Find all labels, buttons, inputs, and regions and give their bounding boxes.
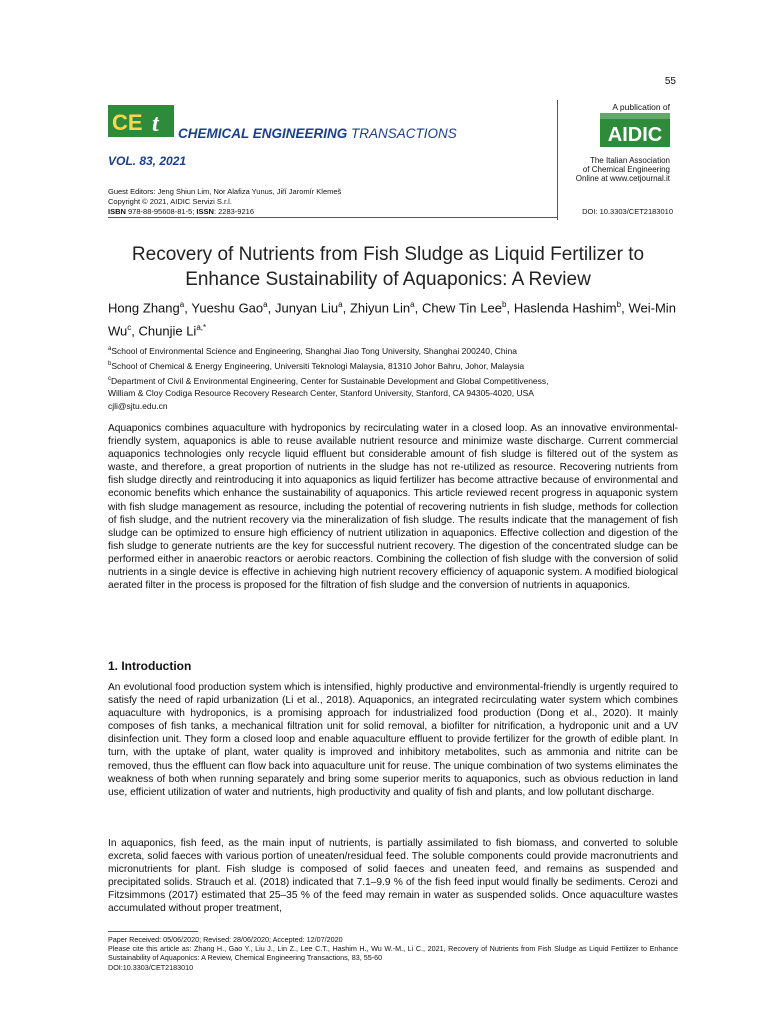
footer-divider xyxy=(108,931,198,932)
cet-logo-t: t xyxy=(152,111,159,137)
issn: 2283-9216 xyxy=(218,207,254,216)
affiliation-line: $^c$Department of Civil & Environmental Engineering, Center for Sustainable Development and Global Competitiveness, xyxy=(108,375,549,386)
editorial-info xyxy=(108,187,341,217)
aidic-caption-line: Online at www.cetjournal.it xyxy=(575,174,670,183)
header-divider-vertical xyxy=(557,100,558,220)
intro-paragraph: An evolutional food production system which is intensified, highly productive and environmental-friendly is urgently required to satisfy the need of rapid urbanization (Li et al., 2018). Aquaponics, an integrated recirculating water system which combines aquaculture with hydroponics, is a promising approach for industrialized food production (Dong et al., 2020). It mainly composes of fish tanks, a mechanical filtration unit for solid removal, a biofilter for nitrification, a hydroponic unit and a UV disinfection unit. They form a closed loop and enable aquaculture effluent to provide fertilizer for the growth of edible plant. In turn, with the uptake of plant, water quality is improved and inhibitory metabolites, such as ammonia and nitrite can be removed, thus the effluent can flow back into aquaculture unit for reuse. The unique combination of two systems eliminates the weakness of both when running separately and bring some superior merits to aquaponics, such as obvious reduction in land use, efficient utilization of water and nutrients, high productivity and quality of fish and plants, and low pollutant discharge. xyxy=(108,682,678,798)
author-affiliation-mark: a xyxy=(338,300,343,309)
author-affiliation-mark: a xyxy=(179,300,185,309)
doi-header: DOI: 10.3303/CET2183010 xyxy=(582,207,673,216)
issn-label: ISSN xyxy=(196,207,214,216)
journal-name-bold: CHEMICAL ENGINEERING xyxy=(178,126,348,141)
affiliation-line: $^b$School of Chemical & Energy Engineering, Universiti Teknologi Malaysia, 81310 Johor Bahru, Johor, Malaysia xyxy=(108,360,525,371)
intro-paragraph: In aquaponics, fish feed, as the main input of nutrients, is partially assimilated to fish biomass, and converted to soluble excreta, solid faeces with various portion of uneaten/residual feed. The soluble components could provide macronutrients and micronutrients for plant. Fish sludge is composed of solid faeces and uneaten feed, and remains as suspended and precipitated solids. Strauch et al. (2018) indicated that 7.1–9.9 % of the fish feed input would finally be sediments. Cerozi and Fitzsimmons (2017) estimated that 25–35 % of the feed may remain in water as suspended solids. Once aquaculture wastes accumulated without proper treatment, xyxy=(108,838,678,915)
article-title-line: Recovery of Nutrients from Fish Sludge as Liquid Fertilizer to xyxy=(131,244,645,265)
author-name: Chunjie Li xyxy=(138,323,197,339)
isbn-label: ISBN xyxy=(108,207,126,216)
article-title-line: Enhance Sustainability of Aquaponics: A Review xyxy=(185,269,591,290)
author-list: Hong Zhang$^a$, Yueshu Gao$^a$, Junyan Liu$^a$, Zhiyun Lin$^a$, Chew Tin Lee$^b$, Haslenda Hashim$^b$, Wei-Min Wu$^c$, Chunjie $Li^{a,*}$ xyxy=(108,300,676,339)
cet-logo-ce: CE xyxy=(112,110,143,135)
author-affiliation-mark: a xyxy=(410,300,415,309)
author-name: Wei-Min Wu xyxy=(108,300,676,339)
citation: Please cite this article as: Zhang H., Gao Y., Liu J., Lin Z., Lee C.T., Hashim H., Wu W.-M., Li C., 2021, Recovery of Nutrients from Fish Sludge as Liquid Fertilizer to Enhance Sustainability of Aquaponics: A Review, Chemical Engineering Transactions, 83, 55-60 xyxy=(108,944,678,963)
received-dates: Paper Received: 05/06/2020; Revised: 28/06/2020; Accepted: 12/07/2020 xyxy=(108,935,343,944)
isbn-issn: ISBN 978-88-95608-81-5; ISSN: 2283-9216 xyxy=(108,207,254,216)
aidic-logo xyxy=(600,113,670,147)
author-name: Yueshu Gao xyxy=(191,300,264,316)
author-affiliation-mark: b xyxy=(501,300,507,309)
author-affiliation-mark: b xyxy=(616,300,622,309)
author-name: Hong Zhang xyxy=(108,300,180,316)
aidic-logo-text: AIDIC xyxy=(607,124,663,146)
author-affiliation-mark: a,* xyxy=(196,323,207,333)
affiliation-line: $^a$School of Environmental Science and Engineering, Shanghai Jiao Tong University, Shanghai 200240, China xyxy=(108,345,517,356)
abstract: Aquaponics combines aquaculture with hydroponics by recirculating water in a closed loop. As an innovative environmental-friendly system, aquaponics is able to reuse available nutrient resource and minimize waste discharge. Current commercial aquaponics technologies only recycle liquid effluent but considerable amount of fish sludge is filtered out of the system as waste, and therefore, a great proportion of nutrients in the sludge has not re-utilized as resource. Recovering nutrients from fish sludge directly and reintroducing it into aquaponics as liquid fertilizer has become attractive because of environmental and economic benefits which enhance the sustainability of aquaponics. This article reviewed recent progress in aquaponic system with fish sludge management as resource, including the potential of recovering nutrients in fish sludge, methods for collection of fish sludge, and the nutrient recovery via the mineralization of fish sludge. The results indicate that the management of fish sludge can be optimized to ensure high efficiency of nutrient utilization in aquaponics. Effective collection and digestion of the fish sludge to generate nutrients are the key for successful nutrient recovery. The digestion of the concentrated sludge can be performed either in anaerobic reactors or aerobic reactors. Combining the collection of fish sludge with the conversion of solid nutrients in a single device is effective in achieving high nutrient recovery efficiency of aquaponic system. A modified biological aerated filter in the process is proposed for the filtration of fish sludge and the conversion of nutrients in aquaponics. xyxy=(108,423,678,592)
author-affiliation-mark: a xyxy=(263,300,268,309)
affiliation-line: William & Cloy Codiga Resource Recovery Research Center, Stanford University, Stanford, CA 94305-4020, USA xyxy=(108,388,534,399)
aidic-caption xyxy=(560,156,670,183)
author-affiliation-mark: c xyxy=(127,323,132,333)
journal-name xyxy=(178,126,457,141)
publication-of: A publication of xyxy=(612,102,670,112)
affiliation-line: cjli@sjtu.edu.cn xyxy=(108,401,168,412)
author-name: Haslenda Hashim xyxy=(513,300,617,316)
page-number: 55 xyxy=(664,76,676,87)
volume: VOL. 83, 2021 xyxy=(108,154,187,168)
footer-doi: DOI:10.3303/CET2183010 xyxy=(108,962,194,972)
article-title xyxy=(100,242,676,292)
affiliations xyxy=(108,343,549,413)
isbn: 978-88-95608-81-5; xyxy=(128,207,195,216)
author-name: Junyan Liu xyxy=(275,300,339,316)
copyright: Copyright © 2021, AIDIC Servizi S.r.l. xyxy=(108,197,232,206)
footer-notes xyxy=(108,935,678,972)
aidic-caption-line: of Chemical Engineering xyxy=(582,165,670,174)
guest-editors: Guest Editors: Jeng Shiun Lim, Nor Alafiza Yunus, Jiří Jaromír Klemeš xyxy=(108,187,342,196)
section-heading: 1. Introduction xyxy=(108,659,192,673)
cet-logo xyxy=(108,105,174,137)
header-divider-horizontal xyxy=(108,217,558,218)
author-name: Zhiyun Lin xyxy=(349,300,411,316)
aidic-caption-line: The Italian Association xyxy=(589,156,670,165)
journal-name-rest: TRANSACTIONS xyxy=(351,126,457,141)
author-name: Chew Tin Lee xyxy=(422,300,502,316)
